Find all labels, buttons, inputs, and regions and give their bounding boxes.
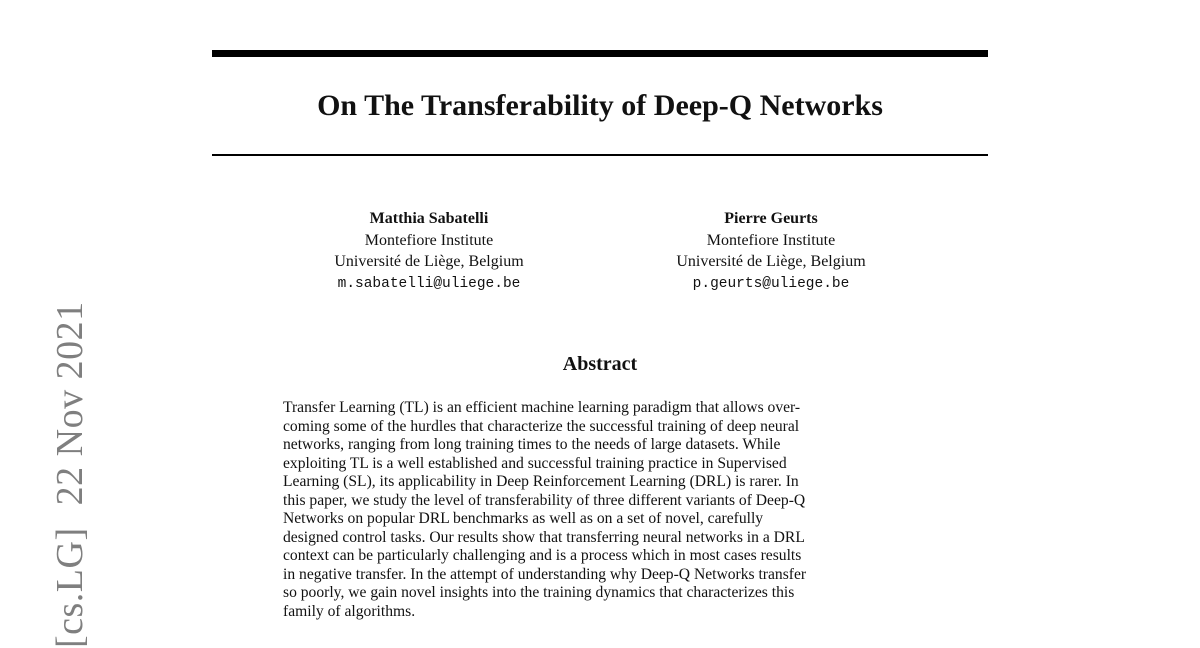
abstract-line: networks, ranging from long training times to the needs of large datasets. While <box>283 436 781 453</box>
abstract-body <box>283 399 923 621</box>
author-block <box>641 208 901 295</box>
author-institute: Montefiore Institute <box>364 231 494 249</box>
title-bottom-rule <box>212 154 988 156</box>
arxiv-stamp-text <box>48 301 92 648</box>
abstract-line: so poorly, we gain novel insights into the training dynamics that characterizes this <box>283 584 795 601</box>
author-institute: Montefiore Institute <box>706 231 836 249</box>
abstract-heading: Abstract <box>562 353 638 375</box>
author-email: p.geurts@uliege.be <box>692 275 850 292</box>
abstract-line: family of algorithms. <box>283 602 416 620</box>
abstract-line: designed control tasks. Our results show that transferring neural networks in a DRL <box>283 528 805 546</box>
abstract-line: Networks on popular DRL benchmarks as well as on a set of novel, carefully <box>283 510 764 527</box>
author-block <box>299 208 559 295</box>
abstract-line: Transfer Learning (TL) is an efficient machine learning paradigm that allows over- <box>283 399 801 416</box>
arxiv-stamp <box>0 0 90 648</box>
author-university: Université de Liège, Belgium <box>334 253 524 270</box>
author-university: Université de Liège, Belgium <box>676 253 866 270</box>
arxiv-category: [cs.LG] <box>49 527 91 648</box>
abstract-line: this paper, we study the level of transferability of three different variants of Deep-Q <box>283 491 806 509</box>
abstract-line: Learning (SL), its applicability in Deep Reinforcement Learning (DRL) is rarer. In <box>283 473 799 490</box>
author-email: m.sabatelli@uliege.be <box>337 275 521 292</box>
arxiv-date: 22 Nov 2021 <box>49 301 91 506</box>
paper-title: On The Transferability of Deep-Q Networks <box>317 89 883 122</box>
author-name: Matthia Sabatelli <box>369 210 489 227</box>
title-top-rule <box>212 50 988 57</box>
abstract-line: in negative transfer. In the attempt of understanding why Deep-Q Networks transfer <box>283 565 807 583</box>
author-name: Pierre Geurts <box>724 210 818 227</box>
abstract-line: coming some of the hurdles that characterize the successful training of deep neural <box>283 417 800 435</box>
abstract-line: context can be particularly challenging and is a process which in most cases results <box>283 547 802 564</box>
abstract-line: exploiting TL is a well established and successful training practice in Supervised <box>283 454 787 472</box>
